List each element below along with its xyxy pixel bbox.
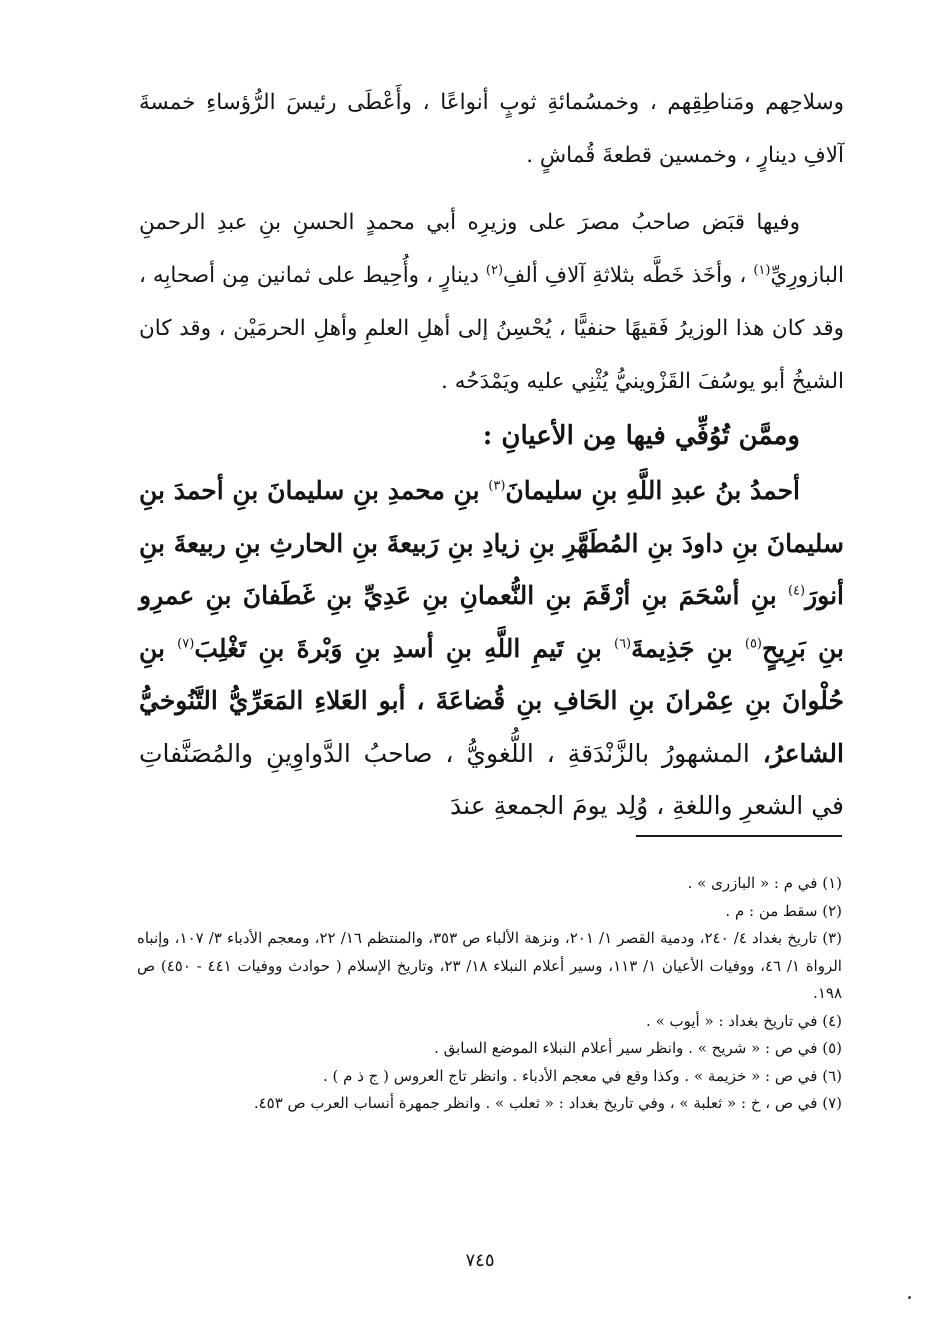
footnote-ref-1: (١) bbox=[753, 262, 771, 278]
footnote-5: (٥) في ص : « شريح » . وانظر سير أعلام النبلاء الموضع السابق . bbox=[434, 1039, 842, 1057]
footnote-ref-5: (٥) bbox=[744, 636, 762, 652]
bio-name: أحمدُ بنُ عبدِ اللَّهِ بنِ سليمانَ bbox=[505, 476, 800, 505]
biography-entry bbox=[139, 465, 844, 833]
bio-description: المشهورُ بالزَّنْدَقةِ ، اللُّغويُّ ، صاحبُ الدَّواوِينِ والمُصَنَّفاتِ في الشعرِ واللغةِ ، وُلِد يومَ الجمعةِ عندَ bbox=[139, 738, 844, 820]
footnote-4: (٤) في تاريخ بغداد : « أيوب » . bbox=[646, 1011, 842, 1030]
footnote-7: (٧) في ص ، خ : « ثعلبة » ، وفي تاريخ بغداد : « ثعلب » . وانظر جمهرة أنساب العرب ص ٤٥٣. bbox=[253, 1094, 842, 1112]
footnote-ref-4: (٤) bbox=[787, 583, 806, 599]
paragraph-continuation: وسلاحِهم ومَناطِقِهم ، وخمسُمائةِ ثوبٍ أنواعًا ، وأَعْطَى رئيسَ الرُّؤساءِ خمسةَ آلافِ دينارٍ ، وخمسين قطعةَ قُماشٍ . bbox=[139, 90, 844, 168]
bio-lineage-4: بنِ تَيمِ اللَّهِ بنِ أسدِ بنِ وَبْرةَ بنِ تَغْلِبَ bbox=[194, 633, 614, 663]
vizier-text-3: دينارٍ ، وأُحِيط على ثمانين مِن أصحابِه ، وقد كان هذا الوزيرُ فَقيهًا حنفيًّا ، يُحْسِنُ إلى أهلِ العلمِ وأهلِ الحرمَيْن ، وقد كان الشيخُ أبو يوسُفَ القَزْوينيُّ يُثْنِي عليه ويَمْدَحُه . bbox=[139, 263, 844, 394]
footnote-ref-3: (٣) bbox=[488, 478, 506, 494]
footnotes bbox=[137, 870, 842, 1118]
footnote-ref-2: (٢) bbox=[485, 262, 504, 278]
footnote-separator bbox=[636, 835, 842, 837]
footnote-ref-6: (٦) bbox=[613, 636, 632, 652]
footnote-1: (١) في م : « البازرى » . bbox=[687, 874, 842, 892]
footnote-ref-7: (٧) bbox=[177, 636, 195, 652]
vizier-text-2: ، وأخَذ خَطَّه بثلاثةِ آلافِ ألفِ bbox=[503, 263, 754, 288]
bio-lineage-3: بنِ جَذِيمةَ bbox=[631, 633, 745, 663]
footnote-3: (٣) تاريخ بغداد ٤/ ٢٤٠، ودمية القصر ١/ ٢٠١، ونزهة الألباء ص ٣٥٣، والمنتظم ١٦/ ٢٢، ومعجم الأدباء ٣/ ١٠٧، وإنباه الرواة ١/ ٤٦، ووفيات الأعيان ١/ ١١٣، وسير أعلام النبلاء ١٨/ ٢٣، وتاريخ الإسلام ( حوادث ووفيات ٤٤١ - ٤٥٠) ص ١٩٨. bbox=[137, 929, 842, 1002]
page-number: ٧٤٥ bbox=[465, 1250, 495, 1271]
vizier-text-1: وفيها قبَض صاحبُ مصرَ على وزيرِه أبي محمدٍ الحسنِ بنِ عبدِ الرحمنِ البازورِيِّ bbox=[139, 210, 845, 288]
bio-lineage-1: بنِ محمدِ بنِ سليمانَ بنِ أحمدَ بنِ سليمانَ بنِ داودَ بنِ المُطَهَّرِ بنِ زيادِ بنِ رَبيعةَ بنِ الحارثِ بنِ ربيعةَ بنِ أنورَ bbox=[139, 476, 844, 610]
bio-lineage-2: بنِ أسْحَمَ بنِ أرْقَمَ بنِ النُّعمانِ بنِ عَدِيِّ بنِ غَطَفانَ بنِ عمرِو بنِ بَرِيحٍ bbox=[139, 581, 845, 663]
paragraph-vizier bbox=[139, 196, 844, 408]
bio-lineage-5: بنِ حُلْوانَ بنِ عِمْرانَ بنِ الحَافِ بنِ قُضاعَةَ ، أبو العَلاءِ المَعَرِّيُّ التَّنُوخيُّ الشاعرُ، bbox=[139, 633, 844, 768]
footnote-6: (٦) في ص : « خزيمة » . وكذا وقع في معجم الأدباء . وانظر تاج العروس ( ج ذ م ) . bbox=[322, 1066, 842, 1085]
section-heading: وممَّن تُوُفِّي فيها مِن الأعيانِ : bbox=[482, 421, 800, 451]
main-text bbox=[139, 76, 844, 833]
footnote-2: (٢) سقط من : م . bbox=[725, 901, 842, 920]
scan-speck bbox=[908, 1296, 911, 1299]
